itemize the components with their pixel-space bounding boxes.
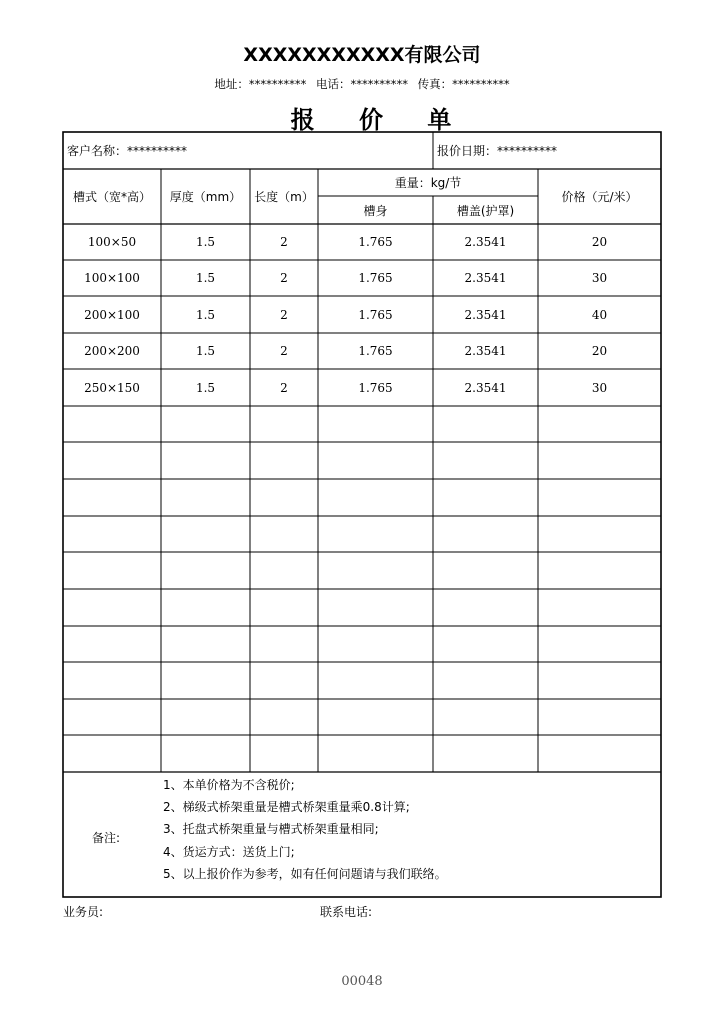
customer-name: 客户名称：********** xyxy=(67,144,188,158)
cell-price: 20 xyxy=(591,344,608,358)
cell-length: 2 xyxy=(280,235,288,249)
cell-cover: 2.3541 xyxy=(464,235,507,249)
company-name: XXXXXXXXXXX有限公司 xyxy=(243,44,481,66)
quote-date: 报价日期：********** xyxy=(437,144,558,158)
cell-cover: 2.3541 xyxy=(464,344,507,358)
cell-body: 1.765 xyxy=(358,271,393,285)
cell-price: 40 xyxy=(591,307,608,322)
remarks-list xyxy=(163,774,447,885)
cell-thickness: 1.5 xyxy=(195,344,216,358)
cell-length: 2 xyxy=(280,307,288,322)
cell-body: 1.765 xyxy=(358,307,393,322)
cell-price: 20 xyxy=(591,235,608,249)
remark-item: 2、梯级式桥架重量是槽式桥架重量乘0.8计算; xyxy=(163,800,410,815)
header-thickness: 厚度（mm） xyxy=(169,190,242,204)
cell-cover: 2.3541 xyxy=(464,271,507,285)
header-cover: 槽盖(护罩) xyxy=(456,203,515,218)
cell-type: 250×150 xyxy=(84,380,140,395)
header-weight: 重量：kg/节 xyxy=(394,176,462,190)
header-price: 价格（元/米） xyxy=(561,190,638,204)
document-title: 报 价 单 xyxy=(290,105,470,134)
cell-thickness: 1.5 xyxy=(195,307,216,322)
cell-length: 2 xyxy=(280,271,288,285)
header-body: 槽身 xyxy=(363,203,388,218)
fax: 传真：********** xyxy=(417,77,510,91)
cell-thickness: 1.5 xyxy=(195,235,216,249)
remark-item: 1、本单价格为不含税价; xyxy=(163,778,295,792)
cell-type: 100×50 xyxy=(87,235,137,249)
cell-price: 30 xyxy=(591,271,608,285)
cell-type: 200×100 xyxy=(84,307,140,322)
remarks-label: 备注: xyxy=(92,831,121,845)
cell-body: 1.765 xyxy=(358,344,393,358)
cell-length: 2 xyxy=(280,380,288,395)
remark-item: 5、以上报价作为参考，如有任何问题请与我们联络。 xyxy=(163,866,447,881)
cell-cover: 2.3541 xyxy=(464,307,507,322)
address: 地址：********** xyxy=(214,77,307,91)
page-number: 00048 xyxy=(341,974,383,989)
phone: 电话：********** xyxy=(316,77,408,91)
salesperson-label: 业务员: xyxy=(63,905,104,919)
cell-price: 30 xyxy=(591,380,608,395)
cell-body: 1.765 xyxy=(358,380,393,395)
cell-type: 100×100 xyxy=(84,271,140,285)
contact-phone-label: 联系电话: xyxy=(320,905,373,919)
header-length: 长度（m） xyxy=(254,190,314,204)
cell-thickness: 1.5 xyxy=(195,271,216,285)
remark-item: 4、货运方式：送货上门; xyxy=(163,844,295,859)
remark-item: 3、托盘式桥架重量与槽式桥架重量相同; xyxy=(163,822,379,837)
cell-thickness: 1.5 xyxy=(195,380,216,395)
cell-length: 2 xyxy=(280,344,288,358)
cell-cover: 2.3541 xyxy=(464,380,507,395)
cell-type: 200×200 xyxy=(84,344,140,358)
cell-body: 1.765 xyxy=(358,235,393,249)
header-type: 槽式（宽*高） xyxy=(72,190,151,204)
